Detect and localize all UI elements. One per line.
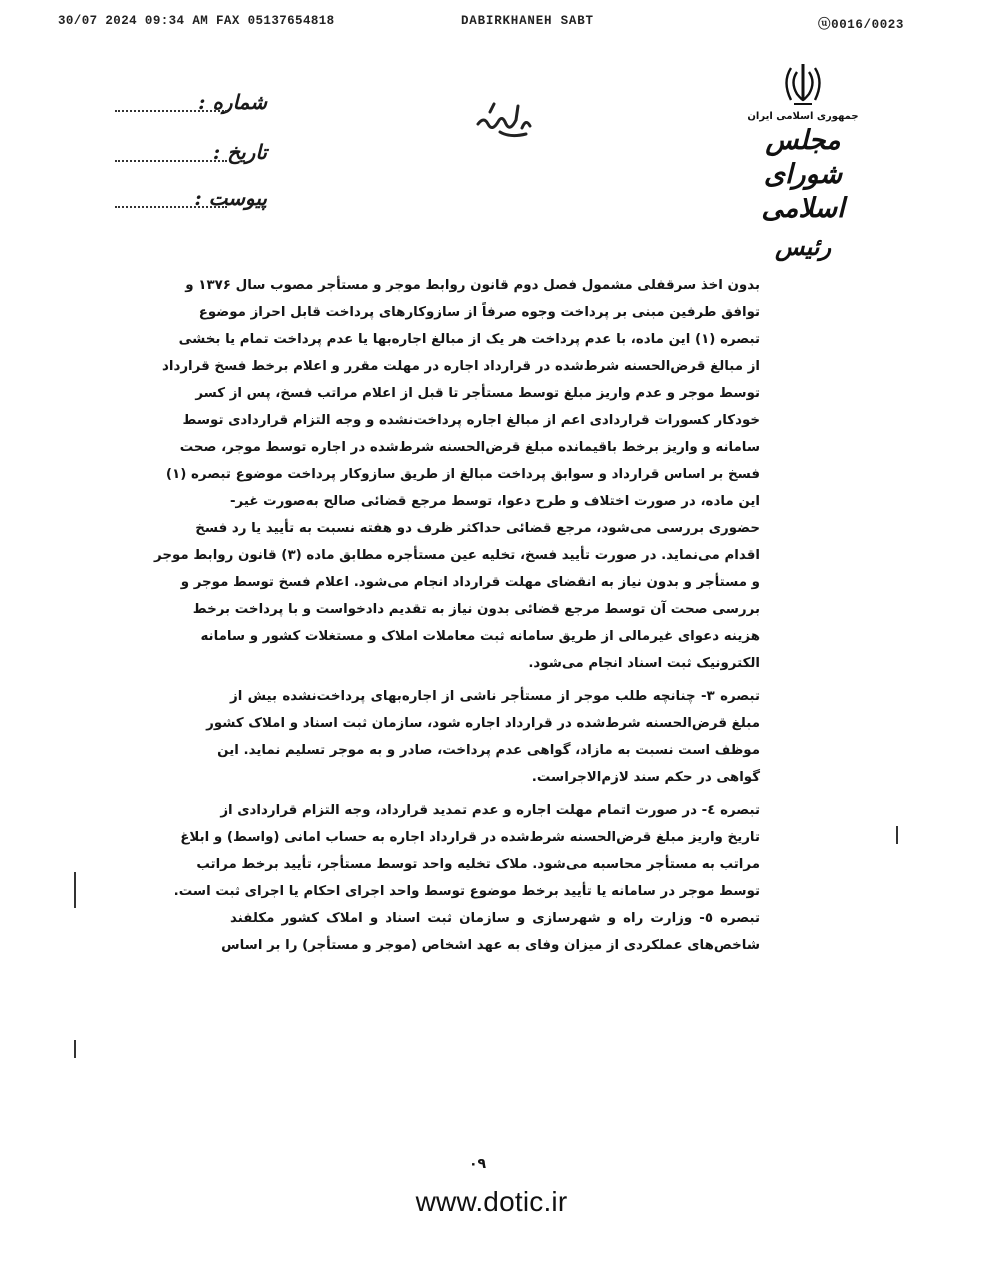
- document-body: [154, 272, 760, 959]
- attachment-label: پیوست :: [194, 186, 267, 210]
- note-4-line: تبصره ٤- در صورت اتمام مهلت اجاره و عدم تمدید قرارداد، وجه التزام قراردادی از: [220, 803, 760, 818]
- letterhead-top-line: جمهوری اسلامی ایران: [747, 111, 859, 122]
- note-4-line: مراتب به مستأجر محاسبه می‌شود. ملاک تخلیه واحد توسط مستأجر، تأیید برخط مراتب: [196, 857, 760, 872]
- note-3-line: موظف است نسبت به مازاد، گواهی عدم پرداخت، صادر و به موجر تسلیم نماید. این: [217, 743, 760, 758]
- attachment-dotted-line: [115, 206, 227, 208]
- body-line: خودکار کسورات قراردادی اعم از مبالغ اجاره پرداخت‌نشده و وجه التزام قراردادی توسط: [182, 413, 760, 428]
- fax-timestamp: 30/07 2024 09:34 AM FAX 05137654818: [58, 14, 335, 28]
- note-3-line: تبصره ۳- چنانچه طلب موجر از مستأجر ناشی از اجاره‌بهای پرداخت‌نشده بیش از: [230, 689, 760, 704]
- note-4-line: توسط موجر در سامانه یا تأیید برخط موضوع توسط واحد اجرای احکام یا اجرای ثبت است.: [173, 884, 760, 899]
- body-line: بررسی صحت آن توسط مرجع قضائی بدون نیاز به تقدیم دادخواست و با پرداخت برخط: [192, 602, 760, 617]
- letterhead: [738, 60, 868, 260]
- note-3-line: گواهی در حکم سند لازم‌الاجراست.: [531, 770, 760, 785]
- website-watermark: www.dotic.ir: [415, 1186, 568, 1217]
- note-3-line: مبلغ قرض‌الحسنه شرط‌شده در قرارداد اجاره شود، سازمان ثبت اسناد و املاک کشور: [206, 716, 760, 731]
- body-line: سامانه و واریز برخط باقیمانده مبلغ قرض‌الحسنه شرط‌شده در اجاره توسط موجر، صحت: [179, 440, 760, 455]
- number-dotted-line: [115, 110, 227, 112]
- note-4-line: تاریخ واریز مبلغ قرض‌الحسنه شرط‌شده در قرارداد اجاره به حساب امانی (واسط) و ابلاغ: [180, 830, 760, 845]
- date-dotted-line: [115, 160, 227, 162]
- bismillah-stamp-graphic: [470, 94, 540, 144]
- left-margin-mark: [74, 872, 76, 908]
- body-line: فسخ بر اساس قرارداد و سوابق پرداخت مبالغ از طریق سازوکار پرداخت موضوع تبصره (۱): [165, 467, 760, 482]
- body-line: هزینه دعوای غیرمالی از طریق سامانه ثبت معاملات املاک و مستغلات کشور و سامانه: [200, 629, 760, 644]
- right-margin-mark: [896, 826, 898, 844]
- body-line: از مبالغ قرض‌الحسنه شرط‌شده در قرارداد اجاره در مهلت مقرر و اعلام برخط فسخ قرارداد: [161, 359, 760, 374]
- note-5-line: شاخص‌های عملکردی از میزان وفای به عهد اشخاص (موجر و مستأجر) را بر اساس: [221, 938, 760, 953]
- fax-sender: DABIRKHANEH SABT: [461, 14, 594, 28]
- left-margin-mark: [74, 1040, 76, 1058]
- date-field: [117, 140, 267, 170]
- iran-emblem-icon: [780, 60, 826, 108]
- body-line: این ماده، در صورت اختلاف و طرح دعوا، توسط مرجع قضائی صالح به‌صورت غیر-: [230, 494, 760, 509]
- body-line: توسط موجر و عدم واریز مبلغ توسط مستأجر تا قبل از اعلام مراتب فسخ، پس از کسر: [195, 386, 760, 401]
- letterhead-role: رئیس: [774, 232, 832, 261]
- page-number: ۰۹: [469, 1156, 487, 1172]
- fax-header: [0, 8, 983, 32]
- date-label: تاریخ :: [212, 140, 267, 164]
- fax-page-indicator: ⓤ0016/0023: [818, 18, 905, 32]
- body-line: اقدام می‌نماید. در صورت تأیید فسخ، تخلیه عین مستأجره مطابق ماده (۳) قانون روابط موجر: [154, 548, 760, 563]
- body-line: حضوری بررسی می‌شود، مرجع قضائی حداکثر ظرف دو هفته نسبت به تأیید یا رد فسخ: [195, 521, 760, 536]
- body-line: توافق طرفین مبنی بر پرداخت وجوه صرفاً از سازوکارهای پرداخت قابل احراز موضوع: [198, 305, 760, 320]
- number-label: شماره :: [198, 90, 267, 114]
- body-line: بدون اخذ سرقفلی مشمول فصل دوم قانون روابط موجر و مستأجر مصوب سال ۱۳۷۶ و: [185, 278, 760, 293]
- note-5-line: تبصره ٥- وزارت راه و شهرسازی و سازمان ثبت اسناد و املاک کشور مکلفند: [230, 911, 760, 926]
- body-line: الکترونیک ثبت اسناد انجام می‌شود.: [528, 656, 760, 671]
- body-line: و مستأجر و بدون نیاز به انقضای مهلت قرارداد انجام می‌شود. اعلام فسخ توسط موجر و: [180, 575, 760, 590]
- letterhead-organization: مجلس شورای اسلامی: [761, 125, 845, 224]
- number-field: [117, 90, 267, 120]
- body-line: تبصره (۱) این ماده، با عدم پرداخت هر یک از مبالغ اجاره‌بها یا عدم پرداخت تمام یا بخشی: [178, 332, 760, 347]
- attachment-field: [117, 186, 267, 216]
